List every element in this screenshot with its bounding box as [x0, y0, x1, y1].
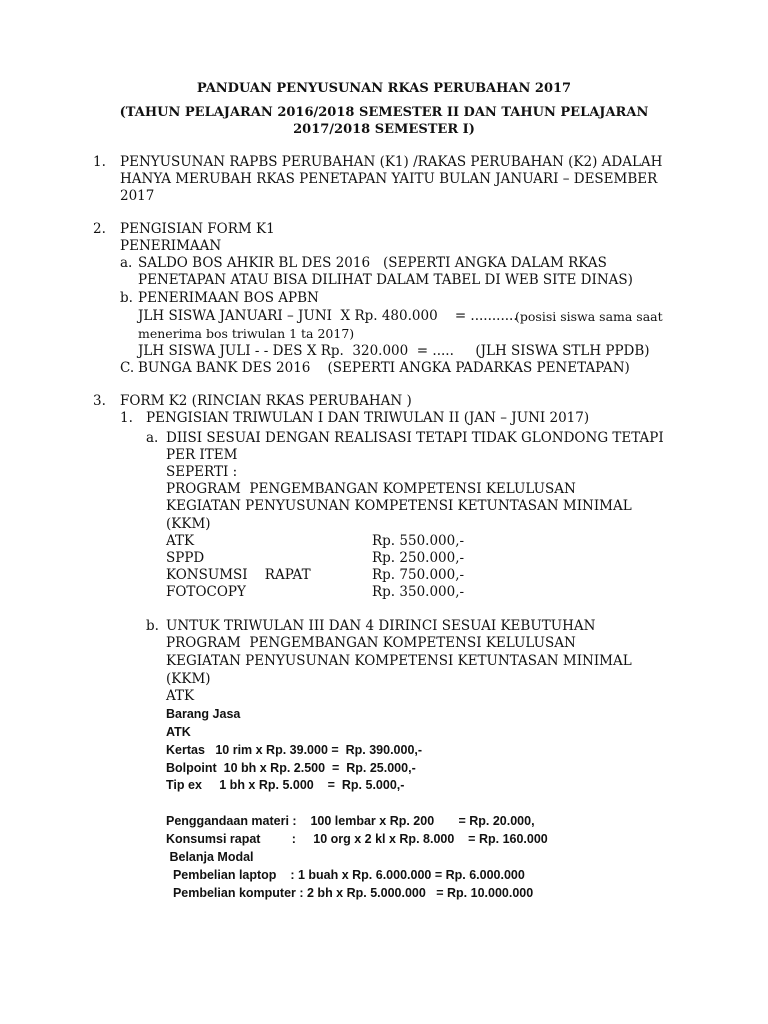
- section-1-line-2: HANYA MERUBAH RKAS PENETAPAN YAITU BULAN JANUARI – DESEMBER: [120, 171, 658, 187]
- section-2-heading: PENGISIAN FORM K1: [120, 221, 275, 237]
- bunga-bank-line: BUNGA BANK DES 2016 (SEPERTI ANGKA PADARKAS PENETAPAN): [138, 360, 630, 376]
- item-3b-line-1: UNTUK TRIWULAN III DAN 4 DIRINCI SESUAI KEBUTUHAN: [166, 618, 596, 634]
- cost-item-name: SPPD: [166, 550, 205, 566]
- detail-line: Penggandaan materi : 100 lembar x Rp. 200 = Rp. 20.000,: [166, 814, 535, 828]
- posisi-siswa-note-cont: menerima bos triwulan 1 ta 2017): [138, 326, 355, 341]
- cost-item-name: KONSUMSI RAPAT: [166, 567, 311, 583]
- subsection-1-number: 1.: [120, 410, 133, 426]
- doc-title-line-2: (TAHUN PELAJARAN 2016/2018 SEMESTER II DAN TAHUN PELAJARAN: [119, 105, 649, 120]
- item-b-marker: b.: [120, 290, 133, 306]
- detail-line: Kertas 10 rim x Rp. 39.000 = Rp. 390.000,-: [166, 743, 423, 757]
- item-3a-line-2: PER ITEM: [166, 447, 238, 463]
- doc-title-line-3: 2017/2018 SEMESTER I): [293, 122, 475, 137]
- penerimaan-bos-heading: PENERIMAAN BOS APBN: [138, 290, 319, 306]
- subsection-1-heading: PENGISIAN TRIWULAN I DAN TRIWULAN II (JAN – JUNI 2017): [146, 410, 590, 426]
- cost-item-amount: Rp. 550.000,-: [372, 533, 465, 549]
- item-3a-line-6: (KKM): [166, 516, 211, 532]
- item-3a-line-3: SEPERTI :: [166, 464, 238, 480]
- saldo-line-2: PENETAPAN ATAU BISA DILIHAT DALAM TABEL DI WEB SITE DINAS): [138, 272, 633, 288]
- detail-line: Barang Jasa: [166, 707, 241, 721]
- detail-line: Konsumsi rapat : 10 org x 2 kl x Rp. 8.000 = Rp. 160.000: [166, 832, 548, 846]
- detail-line: Pembelian laptop : 1 buah x Rp. 6.000.000 = Rp. 6.000.000: [166, 868, 525, 882]
- item-3b-marker: b.: [146, 618, 159, 634]
- cost-item-amount: Rp. 250.000,-: [372, 550, 465, 566]
- section-3-heading: FORM K2 (RINCIAN RKAS PERUBAHAN ): [120, 393, 412, 409]
- detail-line: Belanja Modal: [166, 850, 254, 864]
- section-1-number: 1.: [93, 154, 106, 170]
- jlh-siswa-juli-line: JLH SISWA JULI - - DES X Rp. 320.000 = ..... (JLH SISWA STLH PPDB): [138, 343, 650, 359]
- item-c-marker: C.: [120, 360, 135, 376]
- section-2-number: 2.: [93, 221, 106, 237]
- cost-item-name: FOTOCOPY: [166, 584, 246, 600]
- section-3-number: 3.: [93, 393, 106, 409]
- item-3b-line-2: PROGRAM PENGEMBANGAN KOMPETENSI KELULUSAN: [166, 635, 576, 651]
- cost-item-name: ATK: [166, 533, 195, 549]
- item-3b-line-3: KEGIATAN PENYUSUNAN KOMPETENSI KETUNTASAN MINIMAL: [166, 653, 632, 669]
- item-3a-line-5: KEGIATAN PENYUSUNAN KOMPETENSI KETUNTASAN MINIMAL: [166, 498, 632, 514]
- detail-line: Tip ex 1 bh x Rp. 5.000 = Rp. 5.000,-: [166, 778, 405, 792]
- saldo-line-1: SALDO BOS AHKIR BL DES 2016 (SEPERTI ANGKA DALAM RKAS: [138, 255, 607, 271]
- detail-line: Bolpoint 10 bh x Rp. 2.500 = Rp. 25.000,-: [166, 761, 416, 775]
- item-3a-line-4: PROGRAM PENGEMBANGAN KOMPETENSI KELULUSAN: [166, 481, 576, 497]
- doc-title-line-1: PANDUAN PENYUSUNAN RKAS PERUBAHAN 2017: [196, 81, 572, 96]
- item-3b-line-5: ATK: [166, 688, 195, 704]
- cost-item-amount: Rp. 750.000,-: [372, 567, 465, 583]
- detail-line: ATK: [166, 725, 191, 739]
- item-3b-line-4: (KKM): [166, 671, 211, 687]
- posisi-siswa-note: (posisi siswa sama saat: [515, 309, 663, 324]
- detail-line: Pembelian komputer : 2 bh x Rp. 5.000.000 = Rp. 10.000.000: [166, 886, 534, 900]
- item-3a-marker: a.: [146, 430, 159, 446]
- section-1-line-3: 2017: [120, 188, 155, 204]
- section-1-line-1: PENYUSUNAN RAPBS PERUBAHAN (K1) /RAKAS PERUBAHAN (K2) ADALAH: [120, 154, 663, 170]
- item-3a-line-1: DIISI SESUAI DENGAN REALISASI TETAPI TIDAK GLONDONG TETAPI: [166, 430, 664, 446]
- cost-item-amount: Rp. 350.000,-: [372, 584, 465, 600]
- jlh-siswa-januari-line: JLH SISWA JANUARI – JUNI X Rp. 480.000 = ...........: [138, 308, 518, 324]
- section-2-subheading: PENERIMAAN: [120, 238, 222, 254]
- item-a-marker: a.: [120, 255, 133, 271]
